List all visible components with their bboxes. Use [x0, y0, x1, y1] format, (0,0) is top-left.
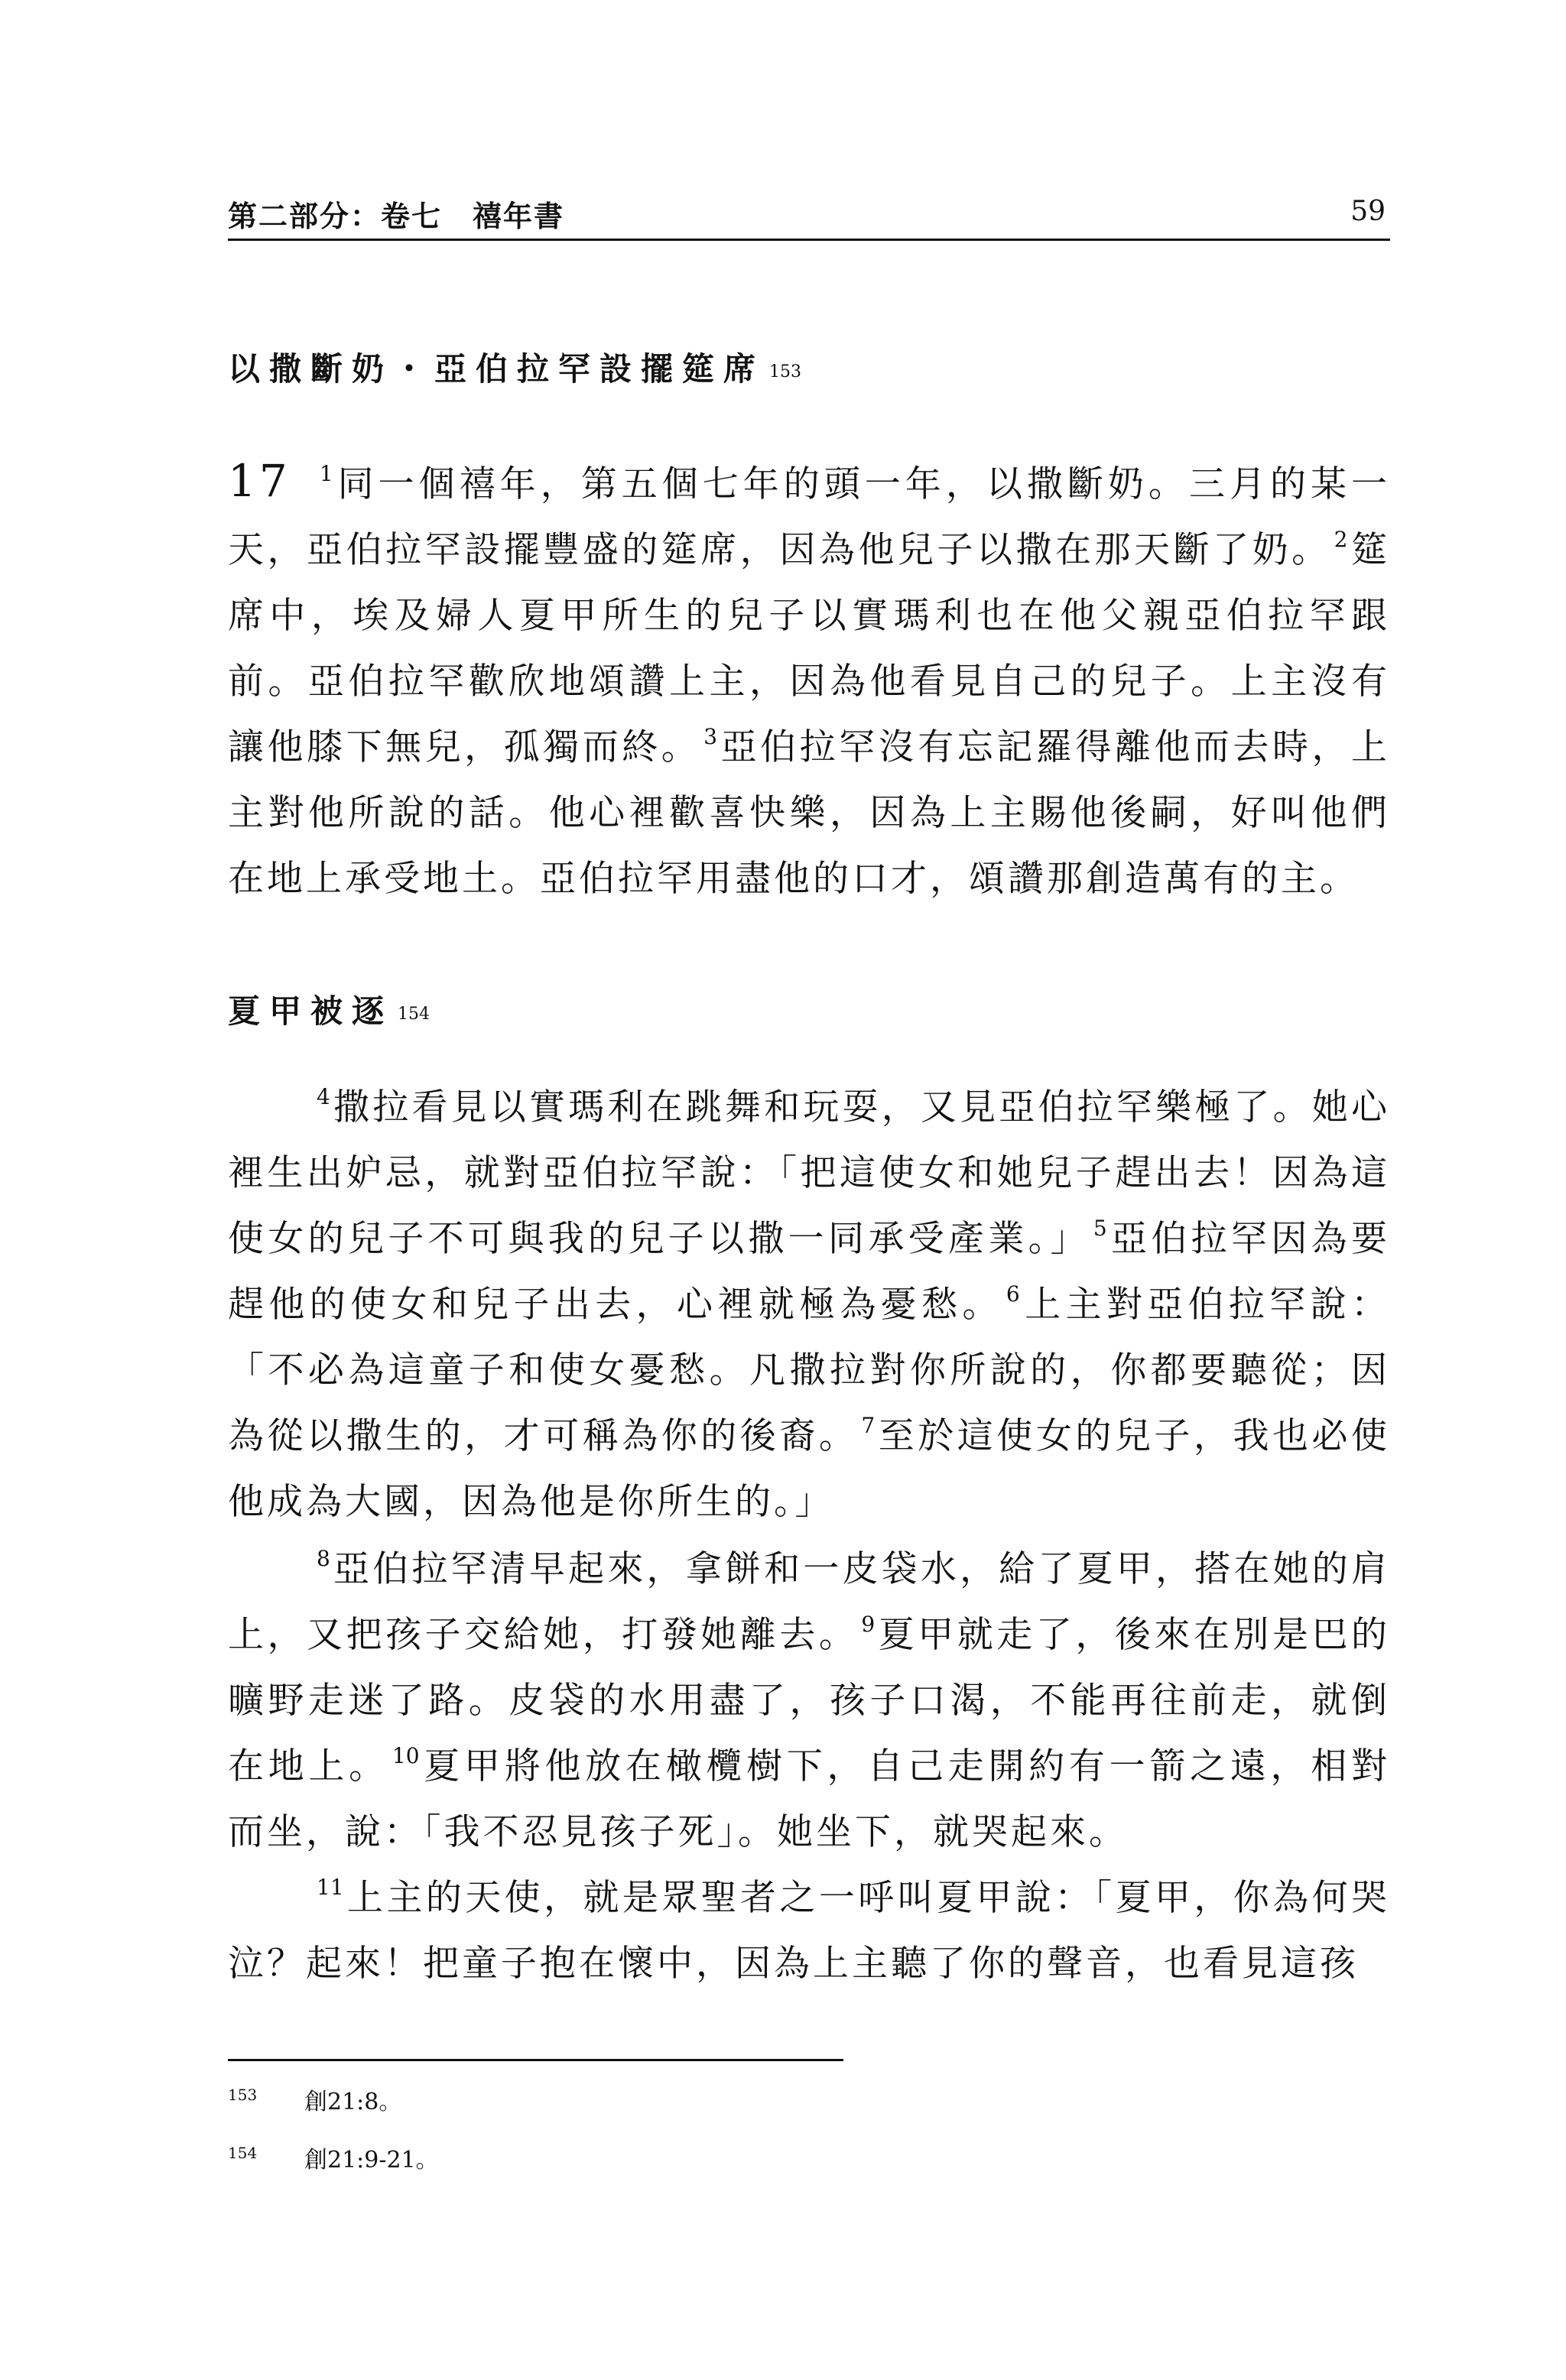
- verse-number: 10: [392, 1743, 420, 1768]
- section-title: 夏甲被逐: [228, 992, 394, 1030]
- footnote-divider: [228, 2059, 843, 2061]
- footnote-number: 153: [228, 2086, 258, 2104]
- paragraph-3: [228, 1537, 1390, 1865]
- verse-number: 4: [317, 1084, 330, 1109]
- verse-text: 同一個禧年，第五個七年的頭一年，以撒斷奶。三月的某一天，亞伯拉罕設擺豐盛的筵席，因為他兒子以撒在那天斷了奶。: [228, 463, 1390, 571]
- running-header: [228, 191, 1390, 241]
- footnote-number: 154: [228, 2144, 258, 2162]
- verse-text: 筵席中，埃及婦人夏甲所生的兒子以實瑪利也在他父親亞伯拉罕跟前。亞伯拉罕歡欣地頌讚上主，因為他看見自己的兒子。上主沒有讓他膝下無兒，孤獨而終。: [228, 529, 1391, 768]
- verse-text: 亞伯拉罕清早起來，拿餅和一皮袋水，給了夏甲，搭在她的肩上，又把孩子交給她，打發她離去。: [228, 1548, 1390, 1656]
- section-heading-hagar: [228, 986, 430, 1032]
- section-title: 以撒斷奶・亞伯拉罕設擺筵席: [228, 350, 765, 388]
- verse-number: 11: [317, 1875, 344, 1900]
- verse-number: 1: [319, 461, 333, 486]
- verse-number: 8: [317, 1546, 330, 1571]
- footnote: [228, 2141, 439, 2174]
- page-number: 59: [1350, 196, 1386, 227]
- footnote-text: 創21:9-21。: [304, 2147, 439, 2174]
- verse-text: 上主對亞伯拉罕說：「不必為這童子和使女憂愁。凡撒拉對你所說的，你都要聽從；因為從以撒生的，才可稱為你的後裔。: [228, 1284, 1391, 1457]
- verse-number: 6: [1006, 1281, 1020, 1307]
- section-heading-weaning: [228, 344, 801, 390]
- verse-number: 2: [1334, 527, 1348, 552]
- footnote: [228, 2083, 401, 2116]
- verse-number: 9: [861, 1612, 876, 1637]
- verse-text: 撒拉看見以實瑪利在跳舞和玩耍，又見亞伯拉罕樂極了。她心裡生出妒忌，就對亞伯拉罕說：「把這使女和她兒子趕出去！因為這使女的兒子不可與我的兒子以撒一同承受產業。」: [228, 1086, 1390, 1260]
- footnote-text: 創21:8。: [304, 2089, 402, 2115]
- verse-number: 3: [703, 724, 718, 749]
- paragraph-2: [228, 1075, 1390, 1535]
- running-title: 第二部分：卷七 禧年書: [228, 200, 565, 233]
- verse-text: 上主的天使，就是眾聖者之一呼叫夏甲說：「夏甲，你為何哭泣？起來！把童子抱在懷中，因為上主聽了你的聲音，也看見這孩: [228, 1877, 1390, 1985]
- footnote-ref: 153: [769, 362, 802, 382]
- paragraph-1: [228, 448, 1390, 912]
- verse-text: 至於這使女的兒子，我也必使他成為大國，因為他是你所生的。」: [228, 1415, 1391, 1523]
- verse-number: 7: [861, 1413, 876, 1438]
- chapter-number: 17: [228, 455, 291, 507]
- verse-text: 亞伯拉罕因為要趕他的使女和兒子出去，心裡就極為憂愁。: [228, 1218, 1391, 1326]
- verse-text: 夏甲將他放在橄欖樹下，自己走開約有一箭之遠，相對而坐，說：「我不忍見孩子死」。她坐下，就哭起來。: [228, 1745, 1391, 1853]
- paragraph-4: [228, 1865, 1390, 1997]
- verse-number: 5: [1093, 1216, 1107, 1241]
- footnote-ref: 154: [398, 1005, 430, 1024]
- verse-text: 亞伯拉罕沒有忘記羅得離他而去時，上主對他所說的話。他心裡歡喜快樂，因為上主賜他後嗣，好叫他們在地上承受地土。亞伯拉罕用盡他的口才，頌讚那創造萬有的主。: [228, 726, 1391, 900]
- verse-text: 夏甲就走了，後來在別是巴的曠野走迷了路。皮袋的水用盡了，孩子口渴，不能再往前走，就倒在地上。: [228, 1614, 1391, 1787]
